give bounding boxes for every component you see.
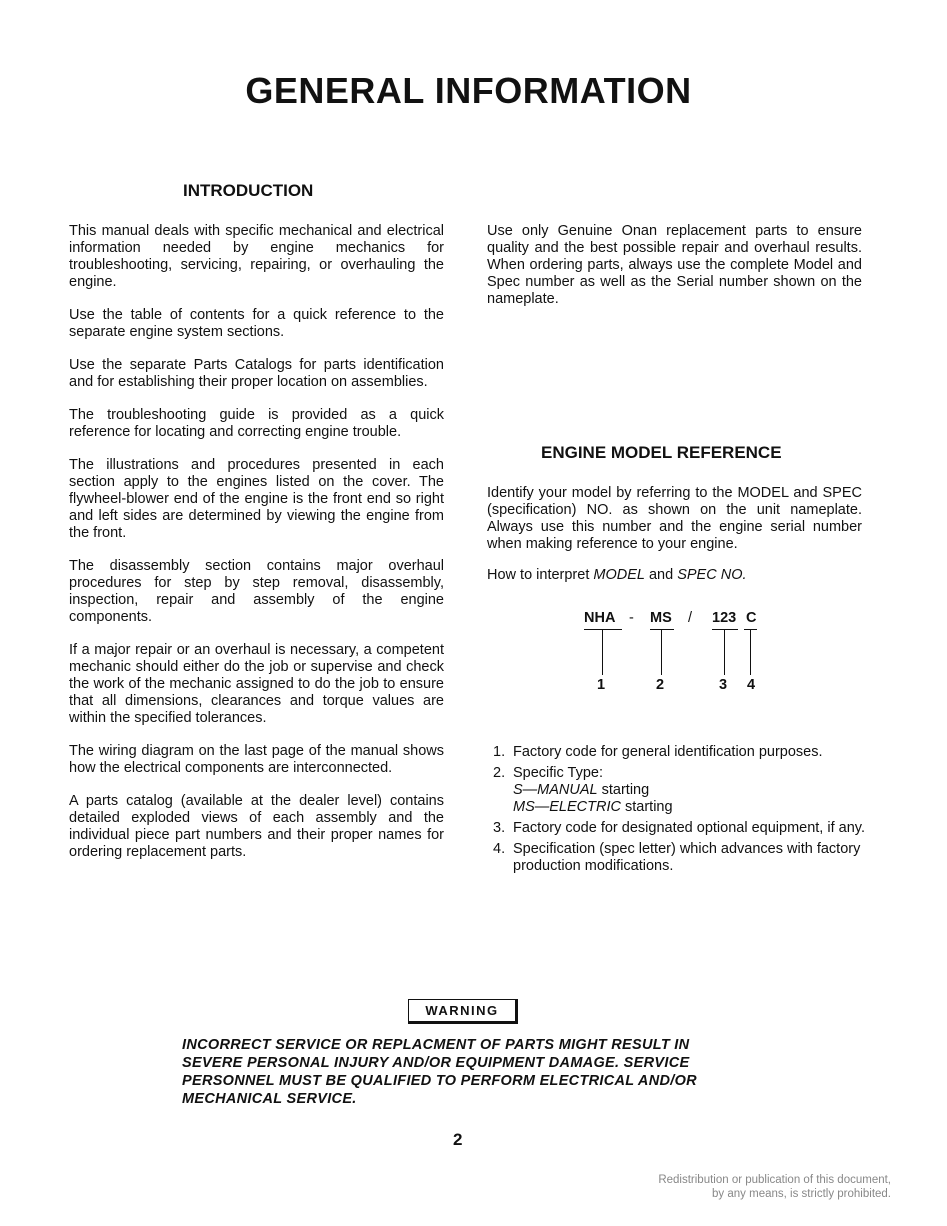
legend-item <box>493 765 868 816</box>
intro-paragraph: The troubleshooting guide is provided as a quick reference for locating and correcting engine trouble. <box>69 407 444 440</box>
how-to-model: MODEL <box>593 567 645 583</box>
model-code-slash: / <box>688 610 693 626</box>
segment-3-leader <box>724 629 725 675</box>
segment-1-leader <box>602 629 603 675</box>
how-to-spec: SPEC NO. <box>677 567 747 583</box>
introduction-right-column <box>487 223 862 324</box>
model-code-segment-1: NHA <box>584 610 616 626</box>
model-identification-paragraph: Identify your model by referring to the MODEL and SPEC (specification) NO. as shown on the unit nameplate. Always use this number and the engine serial number when making reference to your engine. <box>487 485 862 552</box>
model-code-diagram <box>575 609 775 699</box>
intro-paragraph: The illustrations and procedures presented in each section apply to the engines listed on the cover. The flywheel-blower end of the engine is the front end so right and left sides are determined by viewing the engine from the front. <box>69 457 444 541</box>
model-code-dash: - <box>629 610 634 626</box>
segment-2-leader <box>661 629 662 675</box>
legend-item <box>493 744 868 761</box>
legend-number: 1. <box>493 744 506 760</box>
intro-paragraph: This manual deals with specific mechanical and electrical information needed by engine mechanics for troubleshooting, servicing, repairing, or overhauling the engine. <box>69 223 444 290</box>
model-code-segment-4: C <box>746 610 757 626</box>
model-code-segment-3: 123 <box>712 610 737 626</box>
segment-1-number: 1 <box>597 677 606 693</box>
introduction-left-column <box>69 223 444 877</box>
model-code-segment-2: MS <box>650 610 672 626</box>
how-to-and: and <box>644 567 678 583</box>
redistribution-notice <box>591 1173 891 1201</box>
legend-number: 4. <box>493 841 506 857</box>
legend-text: Factory code for general identification purposes. <box>513 744 823 760</box>
legend-text: Specific Type: <box>513 765 604 781</box>
intro-paragraph: The wiring diagram on the last page of the manual shows how the electrical components are interconnected. <box>69 743 444 776</box>
engine-model-reference-heading: ENGINE MODEL REFERENCE <box>541 443 782 462</box>
introduction-heading: INTRODUCTION <box>183 181 314 200</box>
intro-paragraph: Use the separate Parts Catalogs for parts identification and for establishing their proper location on assemblies. <box>69 357 444 390</box>
intro-paragraph: A parts catalog (available at the dealer level) contains detailed exploded views of each assembly and the individual piece part numbers and their proper names for ordering replacement parts. <box>69 793 444 860</box>
how-to-prefix: How to interpret <box>487 567 594 583</box>
legend-item <box>493 841 868 875</box>
legend-subtype-manual: S—MANUAL starting <box>513 782 650 798</box>
segment-1-bracket <box>584 629 622 630</box>
legend-subtype-electric: MS—ELECTRIC starting <box>513 799 673 815</box>
how-to-interpret-line <box>487 567 862 584</box>
segment-3-bracket <box>712 629 738 630</box>
page-title: GENERAL INFORMATION <box>245 70 692 111</box>
intro-paragraph: The disassembly section contains major overhaul procedures for step by step removal, disassembly, inspection, repair and assembly of the engine components. <box>69 558 444 625</box>
segment-4-number: 4 <box>747 677 756 693</box>
redistribution-notice-line-2: by any means, is strictly prohibited. <box>712 1188 891 1200</box>
model-code-legend <box>493 744 868 879</box>
legend-number: 2. <box>493 765 506 781</box>
legend-text: Factory code for designated optional equipment, if any. <box>513 820 865 836</box>
page-number: 2 <box>453 1130 463 1149</box>
segment-2-bracket <box>650 629 674 630</box>
warning-text: INCORRECT SERVICE OR REPLACMENT OF PARTS MIGHT RESULT IN SEVERE PERSONAL INJURY AND/OR EQUIPMENT DAMAGE. SERVICE PERSONNEL MUST BE QUALIFIED TO PERFORM ELECTRICAL AND/OR MECHANICAL SERVICE. <box>182 1037 697 1107</box>
segment-3-number: 3 <box>719 677 728 693</box>
intro-paragraph: If a major repair or an overhaul is necessary, a competent mechanic should either do the job or supervise and check the work of the mechanic assigned to do the job to ensure that all dimensions, clearances and torque values are within the specified tolerances. <box>69 642 444 726</box>
warning-label: WARNING <box>408 999 518 1024</box>
segment-4-leader <box>750 629 751 675</box>
segment-2-number: 2 <box>656 677 665 693</box>
legend-text: Specification (spec letter) which advances with factory production modifications. <box>513 841 861 874</box>
genuine-parts-paragraph: Use only Genuine Onan replacement parts to ensure quality and the best possible repair and overhaul results. When ordering parts, always use the complete Model and Spec number as well as the Serial number shown on the nameplate. <box>487 223 862 307</box>
legend-number: 3. <box>493 820 506 836</box>
redistribution-notice-line-1: Redistribution or publication of this document, <box>658 1174 891 1186</box>
intro-paragraph: Use the table of contents for a quick reference to the separate engine system sections. <box>69 307 444 340</box>
legend-text-block <box>513 765 868 816</box>
engine-model-reference-body <box>487 485 862 598</box>
legend-item <box>493 820 868 837</box>
